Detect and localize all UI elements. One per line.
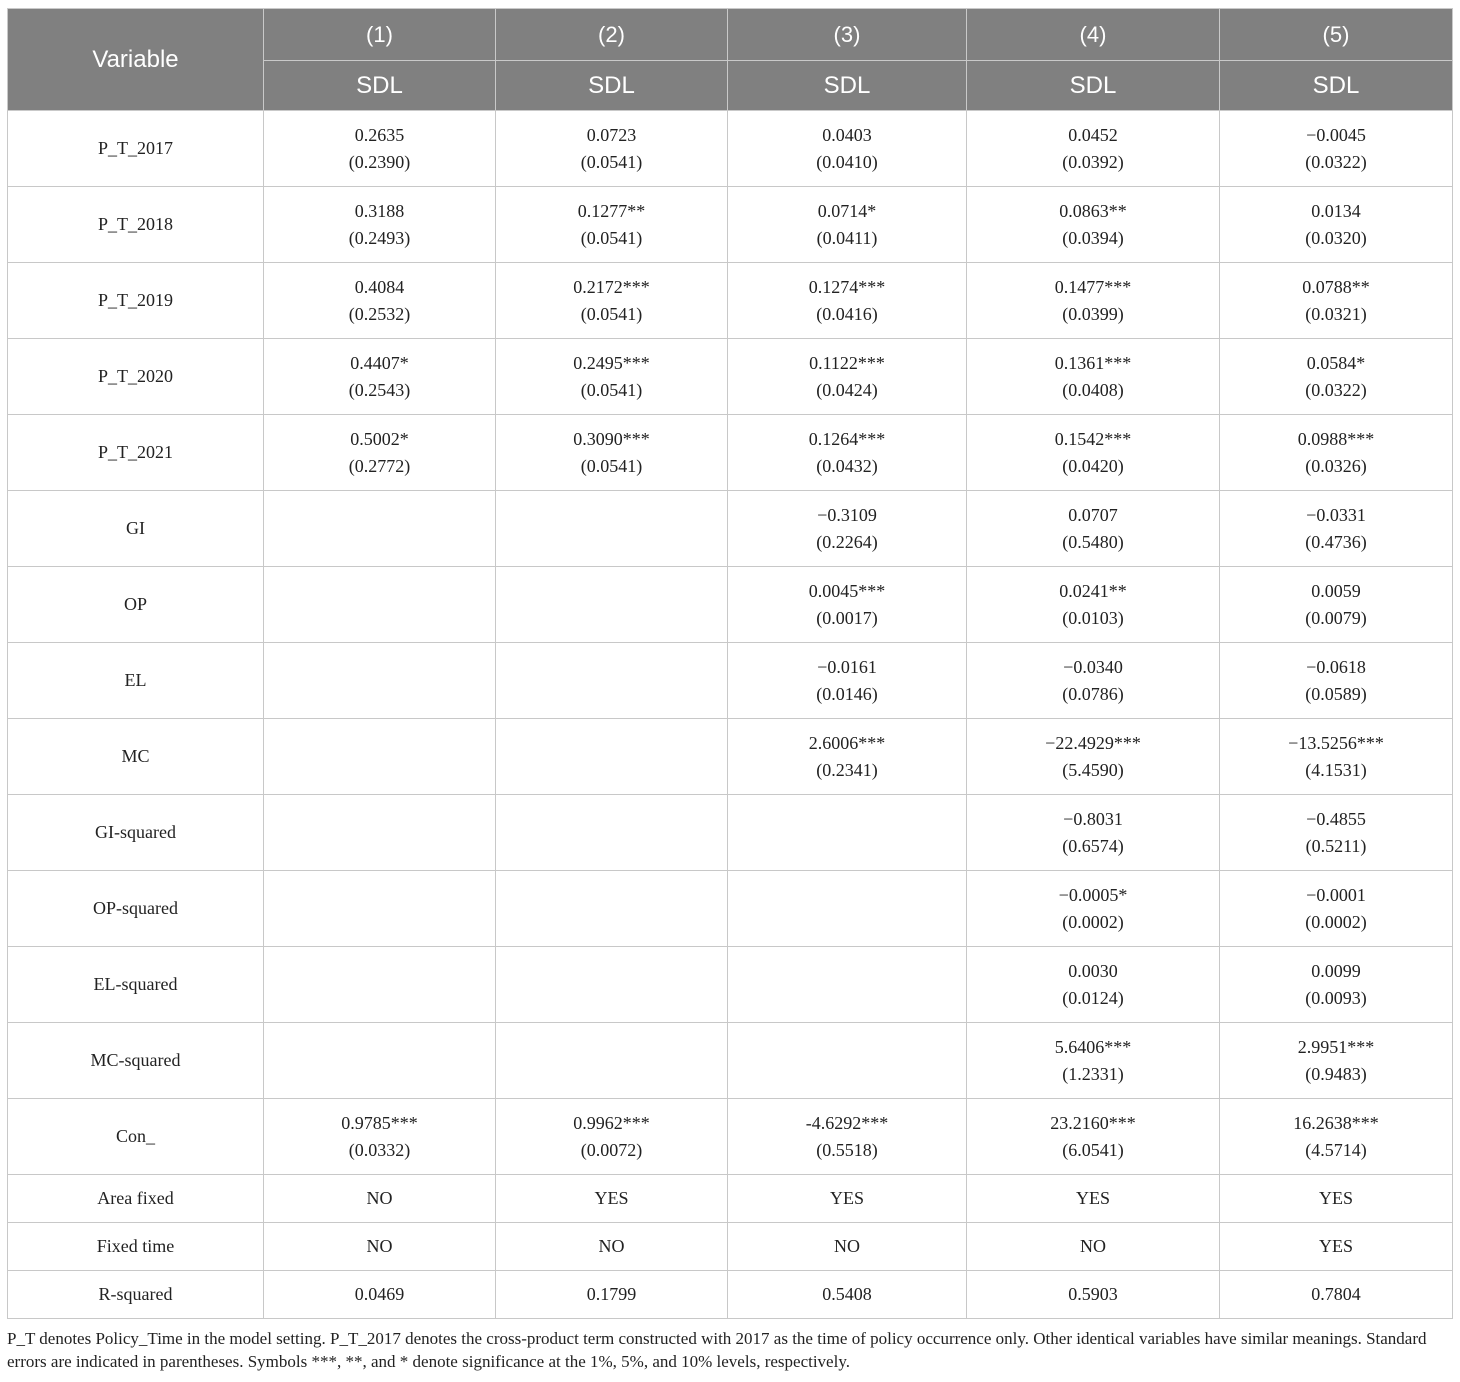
- cell-coefficient: 0.0584*: [1306, 352, 1366, 373]
- table-cell: [1220, 1099, 1453, 1175]
- table-cell: [967, 1023, 1220, 1099]
- row-label: EL-squared: [8, 947, 264, 1023]
- cell-standard-error: (0.0124): [1062, 987, 1124, 1008]
- table-cell: [264, 871, 496, 947]
- cell-standard-error: (0.0002): [1305, 911, 1367, 932]
- table-row: [8, 491, 1453, 567]
- table-header: [8, 9, 1453, 111]
- table-cell: [967, 947, 1220, 1023]
- cell-standard-error: (0.5211): [1305, 835, 1367, 856]
- cell-coefficient: 0.9962***: [573, 1112, 650, 1133]
- row-label: EL: [8, 643, 264, 719]
- cell-coefficient: −0.0001: [1306, 884, 1366, 905]
- header-dependent-var-4: SDL: [967, 61, 1220, 111]
- row-label: MC: [8, 719, 264, 795]
- cell-coefficient: 5.6406***: [1054, 1036, 1132, 1057]
- table-cell: [496, 415, 728, 491]
- cell-value: NO: [1080, 1236, 1106, 1256]
- table-cell: [967, 415, 1220, 491]
- cell-coefficient: 0.5002*: [350, 428, 409, 449]
- table-cell: [264, 415, 496, 491]
- cell-standard-error: (0.6574): [1062, 835, 1124, 856]
- cell-coefficient: 0.9785***: [341, 1112, 418, 1133]
- cell-coefficient: 2.6006***: [808, 732, 886, 753]
- table-cell: [728, 1175, 967, 1223]
- cell-standard-error: (0.0541): [580, 379, 643, 400]
- table-cell: [264, 111, 496, 187]
- cell-coefficient: 0.0723: [586, 124, 637, 145]
- table-cell: [264, 1099, 496, 1175]
- cell-coefficient: −0.0340: [1063, 656, 1123, 677]
- cell-standard-error: (0.5480): [1062, 531, 1124, 552]
- cell-coefficient: 0.4084: [354, 276, 405, 297]
- cell-coefficient: 0.1277**: [577, 200, 646, 221]
- table-cell: [496, 1175, 728, 1223]
- cell-coefficient: −0.0161: [817, 656, 877, 677]
- cell-value: NO: [366, 1188, 393, 1208]
- table-footnote: P_T denotes Policy_Time in the model setting. P_T_2017 denotes the cross-product term constructed with 2017 as the time of policy occurrence only. Other identical variables have similar meanings. Standard errors are indicated in parentheses. Symbols ***, **, and * denote significance at the 1%, 5%, and 10% levels, respectively.: [7, 1329, 1427, 1371]
- row-label: P_T_2020: [8, 339, 264, 415]
- cell-standard-error: (0.0320): [1305, 227, 1367, 248]
- cell-standard-error: (0.0541): [580, 303, 643, 324]
- cell-standard-error: (0.2772): [348, 455, 411, 476]
- table-cell: [496, 1023, 728, 1099]
- row-label: P_T_2019: [8, 263, 264, 339]
- row-label: OP: [8, 567, 264, 643]
- cell-standard-error: (1.2331): [1062, 1063, 1124, 1084]
- table-cell: [967, 795, 1220, 871]
- cell-standard-error: (0.4736): [1305, 531, 1367, 552]
- table-row: [8, 1023, 1453, 1099]
- table-cell: [496, 187, 728, 263]
- cell-coefficient: 0.1542***: [1054, 428, 1132, 449]
- header-dependent-var-3: SDL: [728, 61, 967, 111]
- table-row: [8, 795, 1453, 871]
- table-cell: [1220, 111, 1453, 187]
- cell-coefficient: 0.0241**: [1059, 580, 1127, 601]
- table-cell: [496, 871, 728, 947]
- cell-standard-error: (0.0321): [1305, 303, 1367, 324]
- cell-standard-error: (0.0541): [580, 455, 643, 476]
- row-label: Con_: [8, 1099, 264, 1175]
- cell-coefficient: −0.8031: [1063, 808, 1123, 829]
- cell-standard-error: (0.0394): [1062, 227, 1124, 248]
- table-cell: [728, 1023, 967, 1099]
- table-cell: [496, 795, 728, 871]
- cell-standard-error: (0.0432): [816, 455, 878, 476]
- cell-standard-error: (0.0786): [1062, 683, 1124, 704]
- table-cell: [1220, 1175, 1453, 1223]
- table-cell: [728, 415, 967, 491]
- table-cell: [728, 491, 967, 567]
- row-label: P_T_2021: [8, 415, 264, 491]
- cell-standard-error: (0.5518): [816, 1139, 878, 1160]
- cell-coefficient: 0.1477***: [1054, 276, 1132, 297]
- table-cell: [967, 339, 1220, 415]
- cell-coefficient: 23.2160***: [1050, 1112, 1136, 1133]
- cell-standard-error: (0.2532): [348, 303, 411, 324]
- cell-coefficient: 0.0099: [1311, 960, 1361, 981]
- cell-value: 0.1799: [586, 1284, 637, 1304]
- table-cell: [264, 1023, 496, 1099]
- header-dependent-var-2: SDL: [496, 61, 728, 111]
- cell-value: 0.0469: [354, 1284, 405, 1304]
- cell-coefficient: 0.2495***: [573, 352, 650, 373]
- table-cell: [728, 111, 967, 187]
- cell-coefficient: 0.2635: [354, 124, 405, 145]
- cell-standard-error: (0.0411): [816, 227, 878, 248]
- cell-coefficient: 0.0707: [1068, 504, 1118, 525]
- cell-standard-error: (0.0541): [580, 227, 643, 248]
- cell-standard-error: (0.0541): [580, 151, 643, 172]
- cell-value: YES: [829, 1188, 864, 1208]
- table-cell: [1220, 795, 1453, 871]
- cell-standard-error: (0.0103): [1062, 607, 1124, 628]
- header-model-number-2: (2): [496, 9, 728, 61]
- table-cell: [967, 491, 1220, 567]
- cell-standard-error: (0.0392): [1062, 151, 1124, 172]
- table-cell: [967, 1223, 1220, 1271]
- cell-coefficient: 0.0988***: [1297, 428, 1375, 449]
- cell-standard-error: (0.0399): [1062, 303, 1124, 324]
- header-model-number-5: (5): [1220, 9, 1453, 61]
- cell-standard-error: (0.2543): [348, 379, 411, 400]
- table-cell: [967, 567, 1220, 643]
- table-row: [8, 719, 1453, 795]
- cell-coefficient: 0.3090***: [573, 428, 650, 449]
- cell-coefficient: 0.1361***: [1054, 352, 1132, 373]
- table-cell: [1220, 643, 1453, 719]
- cell-standard-error: (6.0541): [1062, 1139, 1124, 1160]
- table-cell: [264, 1271, 496, 1319]
- cell-standard-error: (0.0424): [816, 379, 878, 400]
- header-dependent-var-5: SDL: [1220, 61, 1453, 111]
- cell-value: 0.5408: [822, 1284, 872, 1304]
- table-cell: [1220, 947, 1453, 1023]
- cell-value: NO: [834, 1236, 860, 1256]
- cell-coefficient: 0.1122***: [809, 352, 885, 373]
- table-cell: [496, 567, 728, 643]
- table-cell: [728, 567, 967, 643]
- cell-value: NO: [366, 1236, 393, 1256]
- cell-coefficient: −22.4929***: [1045, 732, 1141, 753]
- cell-standard-error: (0.0332): [348, 1139, 411, 1160]
- cell-standard-error: (0.0079): [1305, 607, 1367, 628]
- cell-standard-error: (4.1531): [1305, 759, 1367, 780]
- table-cell: [496, 643, 728, 719]
- header-model-number-4: (4): [967, 9, 1220, 61]
- cell-coefficient: 0.0403: [822, 124, 872, 145]
- cell-standard-error: (0.0420): [1062, 455, 1124, 476]
- table-cell: [264, 567, 496, 643]
- cell-value: YES: [1318, 1236, 1353, 1256]
- header-row-model-numbers: [8, 9, 1453, 61]
- cell-coefficient: −0.4855: [1306, 808, 1366, 829]
- table-row: [8, 339, 1453, 415]
- table-cell: [1220, 719, 1453, 795]
- header-model-number-1: (1): [264, 9, 496, 61]
- cell-standard-error: (0.0072): [580, 1139, 643, 1160]
- cell-standard-error: (4.5714): [1305, 1139, 1367, 1160]
- row-label: Fixed time: [8, 1223, 264, 1271]
- table-cell: [728, 187, 967, 263]
- table-cell: [496, 1099, 728, 1175]
- cell-standard-error: (0.0322): [1305, 151, 1367, 172]
- table-cell: [264, 795, 496, 871]
- table-cell: [728, 871, 967, 947]
- table-cell: [264, 263, 496, 339]
- table-row: [8, 1175, 1453, 1223]
- table-cell: [496, 1223, 728, 1271]
- cell-coefficient: 0.1274***: [808, 276, 886, 297]
- table-cell: [1220, 1271, 1453, 1319]
- table-cell: [1220, 567, 1453, 643]
- cell-value: NO: [598, 1236, 625, 1256]
- row-label: OP-squared: [8, 871, 264, 947]
- cell-standard-error: (0.0093): [1305, 987, 1367, 1008]
- table-cell: [264, 339, 496, 415]
- row-label: GI-squared: [8, 795, 264, 871]
- table-row: [8, 111, 1453, 187]
- cell-coefficient: −13.5256***: [1288, 732, 1384, 753]
- table-cell: [1220, 1023, 1453, 1099]
- cell-coefficient: 0.3188: [354, 200, 405, 221]
- table-cell: [1220, 491, 1453, 567]
- cell-coefficient: 0.0863**: [1059, 200, 1127, 221]
- row-label: MC-squared: [8, 1023, 264, 1099]
- row-label: P_T_2018: [8, 187, 264, 263]
- cell-standard-error: (0.2341): [816, 759, 878, 780]
- table-body: [8, 111, 1453, 1319]
- header-dependent-var-1: SDL: [264, 61, 496, 111]
- table-cell: [967, 111, 1220, 187]
- table-cell: [1220, 339, 1453, 415]
- table-cell: [496, 111, 728, 187]
- table-cell: [728, 947, 967, 1023]
- table-cell: [967, 1271, 1220, 1319]
- cell-coefficient: -4.6292***: [805, 1112, 889, 1133]
- table-cell: [264, 187, 496, 263]
- table-row: [8, 643, 1453, 719]
- table-cell: [967, 643, 1220, 719]
- cell-standard-error: (0.0408): [1062, 379, 1124, 400]
- row-label: P_T_2017: [8, 111, 264, 187]
- cell-coefficient: 0.0788**: [1302, 276, 1370, 297]
- cell-coefficient: −0.0331: [1306, 504, 1366, 525]
- table-cell: [967, 1099, 1220, 1175]
- table-cell: [728, 643, 967, 719]
- table-cell: [728, 339, 967, 415]
- table-cell: [264, 1175, 496, 1223]
- table-cell: [496, 263, 728, 339]
- table-cell: [728, 1271, 967, 1319]
- table-cell: [728, 1223, 967, 1271]
- cell-coefficient: 0.1264***: [808, 428, 886, 449]
- table-cell: [264, 1223, 496, 1271]
- cell-coefficient: 0.0452: [1068, 124, 1118, 145]
- cell-coefficient: 0.4407*: [350, 352, 409, 373]
- cell-standard-error: (0.9483): [1305, 1063, 1367, 1084]
- table-cell: [967, 1175, 1220, 1223]
- cell-value: YES: [1318, 1188, 1353, 1208]
- cell-standard-error: (0.0017): [816, 607, 878, 628]
- cell-coefficient: 0.0045***: [808, 580, 886, 601]
- table-cell: [1220, 187, 1453, 263]
- table-row: [8, 1223, 1453, 1271]
- cell-coefficient: 0.0030: [1068, 960, 1118, 981]
- header-model-number-3: (3): [728, 9, 967, 61]
- results-table: [7, 8, 1453, 1319]
- cell-coefficient: 0.0134: [1311, 200, 1361, 221]
- header-variable: Variable: [8, 9, 264, 111]
- table-row: [8, 947, 1453, 1023]
- table-cell: [728, 719, 967, 795]
- cell-standard-error: (0.0322): [1305, 379, 1367, 400]
- cell-value: YES: [1075, 1188, 1110, 1208]
- cell-coefficient: 2.9951***: [1297, 1036, 1375, 1057]
- table-cell: [496, 491, 728, 567]
- table-cell: [967, 719, 1220, 795]
- table-cell: [496, 719, 728, 795]
- cell-standard-error: (0.2493): [348, 227, 411, 248]
- table-cell: [967, 187, 1220, 263]
- cell-coefficient: 16.2638***: [1293, 1112, 1379, 1133]
- table-cell: [728, 1099, 967, 1175]
- table-cell: [1220, 871, 1453, 947]
- cell-value: YES: [594, 1188, 629, 1208]
- table-cell: [1220, 1223, 1453, 1271]
- table-row: [8, 415, 1453, 491]
- row-label: Area fixed: [8, 1175, 264, 1223]
- cell-standard-error: (0.0589): [1305, 683, 1367, 704]
- table-row: [8, 567, 1453, 643]
- cell-coefficient: −0.3109: [817, 504, 877, 525]
- table-cell: [967, 263, 1220, 339]
- table-cell: [496, 339, 728, 415]
- cell-standard-error: (0.2264): [816, 531, 878, 552]
- table-cell: [728, 263, 967, 339]
- table-row: [8, 263, 1453, 339]
- cell-standard-error: (0.0416): [816, 303, 878, 324]
- cell-standard-error: (0.0326): [1305, 455, 1367, 476]
- table-cell: [1220, 415, 1453, 491]
- cell-value: 0.7804: [1311, 1284, 1361, 1304]
- cell-coefficient: 0.0059: [1311, 580, 1361, 601]
- cell-coefficient: −0.0045: [1306, 124, 1366, 145]
- table-cell: [264, 947, 496, 1023]
- cell-coefficient: 0.0714*: [817, 200, 877, 221]
- row-label: GI: [8, 491, 264, 567]
- table-row: [8, 1099, 1453, 1175]
- cell-standard-error: (0.0146): [816, 683, 878, 704]
- table-cell: [1220, 263, 1453, 339]
- cell-standard-error: (0.2390): [348, 151, 411, 172]
- table-cell: [728, 795, 967, 871]
- table-cell: [264, 643, 496, 719]
- table-cell: [967, 871, 1220, 947]
- cell-standard-error: (0.0002): [1062, 911, 1124, 932]
- table-cell: [496, 1271, 728, 1319]
- table-cell: [264, 719, 496, 795]
- table-row: [8, 871, 1453, 947]
- cell-standard-error: (5.4590): [1062, 759, 1124, 780]
- table-cell: [264, 491, 496, 567]
- cell-coefficient: −0.0005*: [1058, 884, 1128, 905]
- cell-standard-error: (0.0410): [816, 151, 878, 172]
- table-row: [8, 187, 1453, 263]
- cell-coefficient: −0.0618: [1306, 656, 1366, 677]
- row-label: R-squared: [8, 1271, 264, 1319]
- table-cell: [496, 947, 728, 1023]
- cell-coefficient: 0.2172***: [573, 276, 650, 297]
- table-row: [8, 1271, 1453, 1319]
- cell-value: 0.5903: [1068, 1284, 1118, 1304]
